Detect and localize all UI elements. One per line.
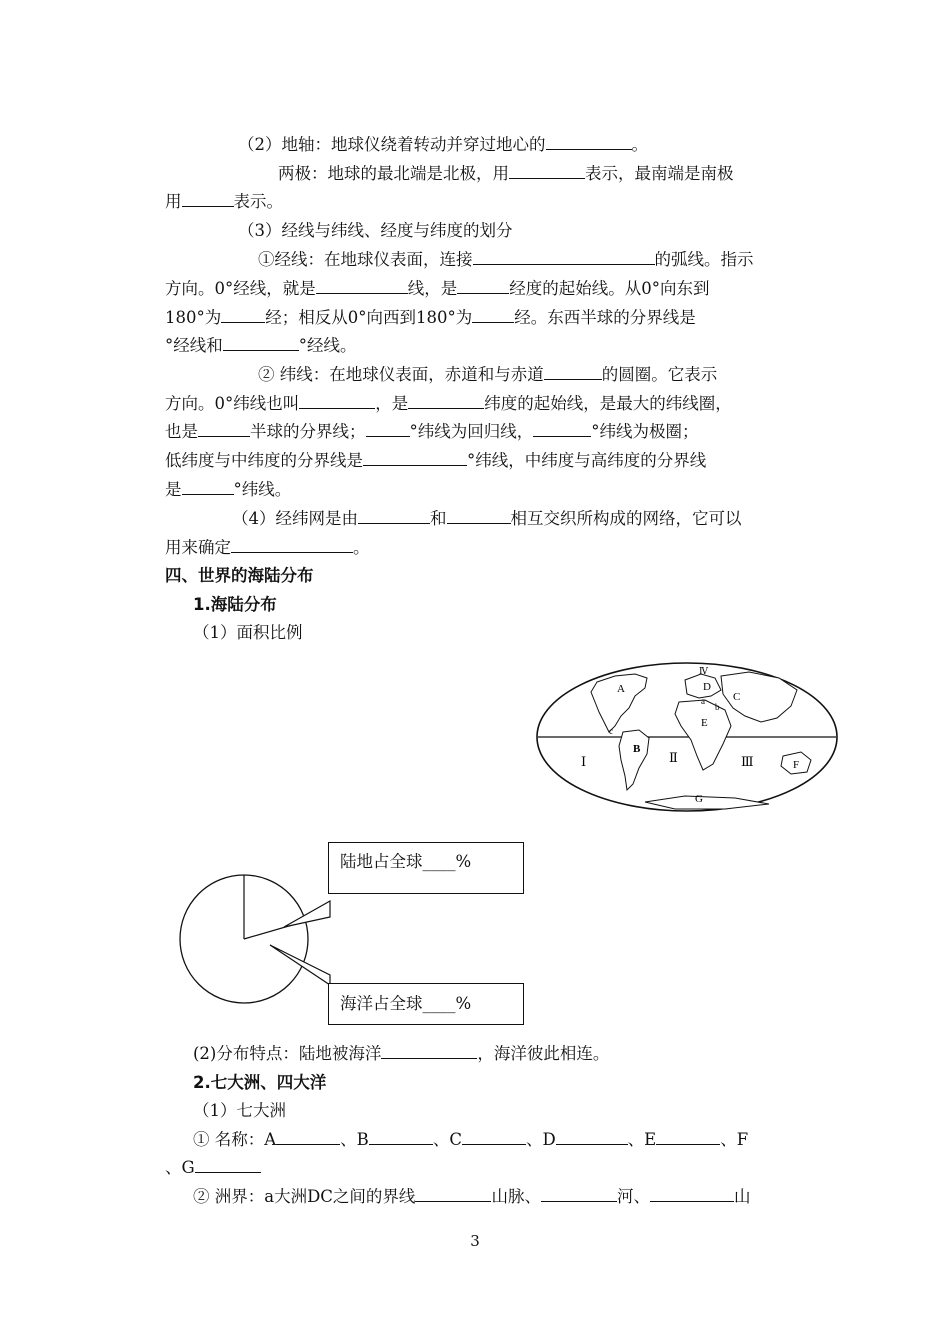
blank[interactable] bbox=[541, 1185, 617, 1202]
blank[interactable] bbox=[195, 1156, 261, 1173]
line-graticule-1: （4）经纬网是由 和 相互交织所构成的网络，它可以 bbox=[232, 509, 742, 528]
line-parallel-2: 方向。0°纬线也叫 ，是 纬度的起始线，是最大的纬线圈， bbox=[165, 394, 732, 413]
map-label: Ⅱ bbox=[669, 750, 678, 765]
blank[interactable] bbox=[556, 1128, 628, 1145]
map-label: a bbox=[701, 696, 705, 706]
line-parallel-5: 是 °纬线。 bbox=[165, 480, 292, 499]
blank[interactable] bbox=[198, 420, 250, 437]
line-parallel-4: 低纬度与中纬度的分界线是 °纬线，中纬度与高纬度的分界线 bbox=[165, 451, 707, 470]
blank[interactable] bbox=[358, 507, 430, 524]
blank[interactable] bbox=[408, 392, 484, 409]
blank[interactable] bbox=[221, 306, 265, 323]
map-label: b bbox=[715, 702, 720, 712]
blank[interactable] bbox=[462, 1128, 526, 1145]
subsection-heading: 1.海陆分布 bbox=[193, 595, 277, 614]
blank[interactable] bbox=[472, 306, 514, 323]
line-distribution: (2)分布特点：陆地被海洋 ，海洋彼此相连。 bbox=[193, 1044, 610, 1063]
blank[interactable] bbox=[656, 1128, 720, 1145]
blank[interactable] bbox=[544, 363, 602, 380]
map-label: c bbox=[609, 726, 613, 736]
blank[interactable] bbox=[473, 248, 655, 265]
land-callout-text: 陆地占全球____% bbox=[340, 852, 472, 871]
map-label: B bbox=[633, 743, 641, 755]
blank[interactable] bbox=[369, 1128, 433, 1145]
blank[interactable] bbox=[546, 133, 632, 150]
page-number: 3 bbox=[470, 1232, 480, 1250]
blank[interactable] bbox=[509, 162, 585, 179]
blank[interactable] bbox=[363, 449, 467, 466]
line-axis: （2）地轴：地球仪绕着转动并穿过地心的 。 bbox=[238, 135, 648, 154]
line-graticule-2: 用来确定 。 bbox=[165, 538, 370, 557]
line-boundaries: ② 洲界：a大洲DC之间的界线 山脉、 河、 山 bbox=[193, 1187, 751, 1206]
blank[interactable] bbox=[457, 277, 509, 294]
line-names: ① 名称：A 、B 、C 、D 、E 、F bbox=[193, 1130, 749, 1149]
subsection-heading-2: 2.七大洲、四大洋 bbox=[193, 1073, 327, 1092]
blank[interactable] bbox=[231, 536, 353, 553]
line-poles-2: 用 表示。 bbox=[165, 192, 283, 211]
section-heading: 四、世界的海陆分布 bbox=[165, 566, 314, 585]
line-poles: 两极：地球的最北端是北极，用 表示，最南端是南极 bbox=[278, 164, 734, 183]
line-area-ratio: （1）面积比例 bbox=[193, 623, 303, 642]
map-label: Ⅳ bbox=[699, 666, 708, 676]
line-parallel-1: ② 纬线：在地球仪表面，赤道和与赤道 的圆圈。它表示 bbox=[258, 365, 718, 384]
blank[interactable] bbox=[533, 420, 591, 437]
blank[interactable] bbox=[223, 334, 299, 351]
line-meridian-2: 方向。0°经线，就是 线，是 经度的起始线。从0°向东到 bbox=[165, 279, 710, 298]
map-label: C bbox=[733, 691, 741, 703]
map-label: D bbox=[703, 681, 711, 693]
blank[interactable] bbox=[316, 277, 408, 294]
line-meridian-1: ①经线：在地球仪表面，连接 的弧线。指示 bbox=[258, 250, 754, 269]
map-label: E bbox=[701, 717, 708, 729]
blank[interactable] bbox=[447, 507, 511, 524]
blank[interactable] bbox=[415, 1185, 491, 1202]
line-meridian-3: 180°为 经；相反从0°向西到180°为 经。东西半球的分界线是 bbox=[165, 308, 696, 327]
ocean-callout-text: 海洋占全球____% bbox=[340, 994, 472, 1013]
world-map bbox=[535, 660, 840, 815]
line-parallel-3: 也是 半球的分界线； °纬线为回归线， °纬线为极圈； bbox=[165, 422, 699, 441]
blank[interactable] bbox=[381, 1042, 477, 1059]
blank[interactable] bbox=[299, 392, 375, 409]
line-heading-3: （3）经线与纬线、经度与纬度的划分 bbox=[238, 221, 513, 240]
map-label: Ⅲ bbox=[741, 754, 754, 769]
line-meridian-4: °经线和 °经线。 bbox=[165, 336, 357, 355]
line-seven-continents: （1）七大洲 bbox=[193, 1101, 286, 1120]
blank[interactable] bbox=[276, 1128, 340, 1145]
map-label: F bbox=[793, 759, 800, 771]
blank[interactable] bbox=[182, 478, 234, 495]
map-label: A bbox=[617, 683, 625, 695]
blank[interactable] bbox=[650, 1185, 734, 1202]
map-label: G bbox=[695, 793, 703, 805]
blank[interactable] bbox=[366, 420, 410, 437]
line-names-2: 、G bbox=[165, 1155, 261, 1181]
blank[interactable] bbox=[182, 190, 234, 207]
map-label: Ⅰ bbox=[581, 754, 587, 769]
